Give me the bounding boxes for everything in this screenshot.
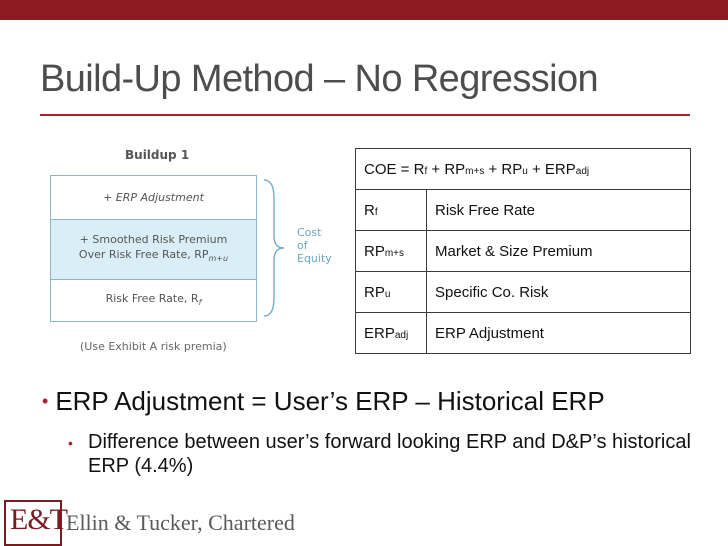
term-abbr: RPu bbox=[356, 272, 427, 313]
bullet-main-text: ERP Adjustment = User’s ERP – Historical ERP bbox=[55, 386, 605, 416]
cost-of-equity-label: Cost of Equity bbox=[297, 226, 332, 265]
bullet-sub bbox=[68, 430, 708, 478]
buildup-stack bbox=[50, 175, 257, 322]
cost-of-equity-table bbox=[355, 148, 691, 354]
bullet-sub-text: Difference between user’s forward looking ERP and D&P’s historical ERP (4.4%) bbox=[88, 431, 691, 477]
term-description: ERP Adjustment bbox=[427, 313, 691, 354]
logo-mark-box bbox=[4, 500, 67, 546]
risk-premium-line-2: Over Risk Free Rate, $RP_{m+u}$ bbox=[78, 248, 229, 264]
exhibit-note: (Use Exhibit A risk premia) bbox=[80, 340, 227, 353]
buildup-heading: Buildup 1 bbox=[125, 148, 190, 162]
erp-adjustment-label: + ERP Adjustment bbox=[103, 191, 204, 204]
risk-free-rate-label: Risk Free Rate, $R_f$ bbox=[105, 291, 202, 308]
bullet-main bbox=[42, 386, 605, 417]
logo-company-name: Ellin & Tucker, Chartered bbox=[66, 510, 295, 535]
logo-mark: E&T bbox=[10, 503, 67, 536]
term-description: Market & Size Premium bbox=[427, 231, 691, 272]
risk-premium-line-1: + Smoothed Risk Premium bbox=[79, 233, 228, 247]
table-row bbox=[356, 272, 691, 313]
table-row bbox=[356, 190, 691, 231]
term-abbr: ERPadj bbox=[356, 313, 427, 354]
term-abbr: Rf bbox=[356, 190, 427, 231]
term-abbr: RPm+s bbox=[356, 231, 427, 272]
company-logo bbox=[0, 496, 320, 546]
bullet-marker: • bbox=[68, 435, 73, 451]
formula-row bbox=[356, 149, 691, 190]
cost-of-equity-brace bbox=[262, 178, 302, 318]
term-description: Specific Co. Risk bbox=[427, 272, 691, 313]
buildup-diagram bbox=[40, 140, 340, 365]
bullet-marker: • bbox=[42, 391, 49, 411]
coe-formula: COE = Rf + RPm+s + RPu + ERPadj bbox=[356, 149, 691, 190]
term-description: Risk Free Rate bbox=[427, 190, 691, 231]
top-accent-bar bbox=[0, 0, 728, 20]
risk-premium-block bbox=[51, 220, 256, 280]
table-row bbox=[356, 313, 691, 354]
title-divider bbox=[40, 114, 690, 116]
slide-title: Build-Up Method – No Regression bbox=[40, 58, 599, 100]
erp-adjustment-block bbox=[51, 176, 256, 220]
risk-free-rate-block bbox=[51, 280, 256, 321]
table-row bbox=[356, 231, 691, 272]
